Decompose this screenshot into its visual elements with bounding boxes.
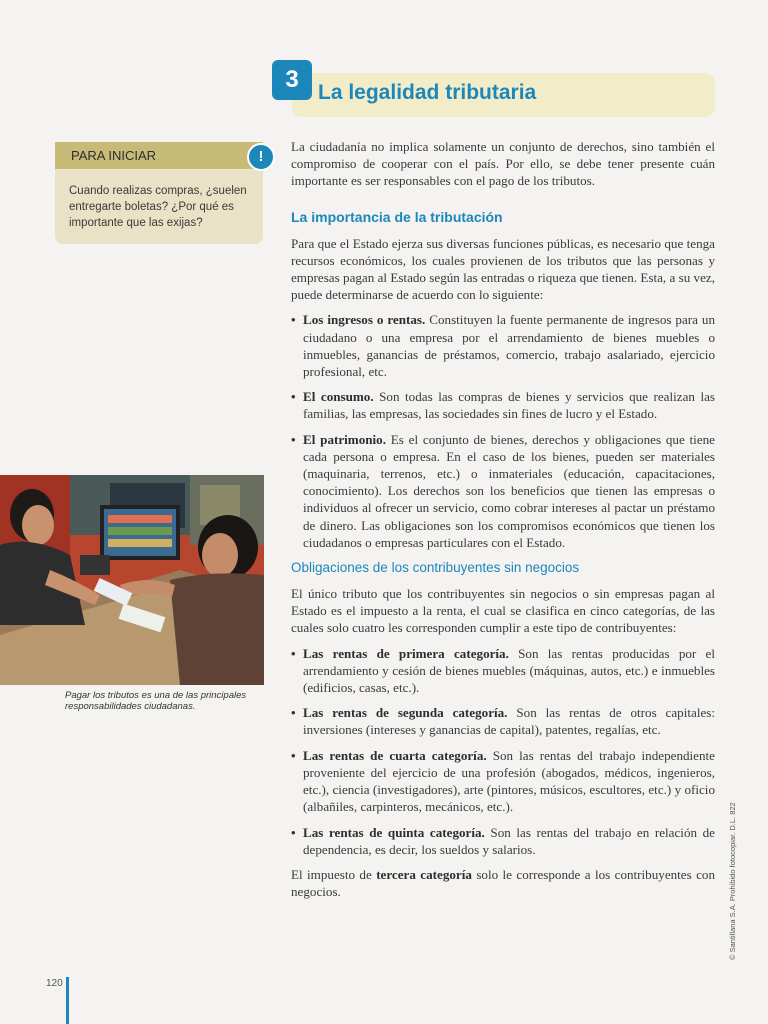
section1-paragraph: Para que el Estado ejerza sus diversas funciones públicas, es necesario que tenga recursos económicos, los cuales provienen de los tributos que las personas y empresas pagan al Estado según las entradas o riqueza que tienen. Esta, a su vez, puede determinarse de acuerdo con lo siguiente: xyxy=(291,235,715,303)
list-item xyxy=(291,311,715,380)
para-iniciar-header xyxy=(55,142,263,169)
list-item-text: Son todas las compras de bienes y servicios que realizan las familias, las empresas, las sociedades sin fines de lucro y el Estado. xyxy=(303,389,715,422)
chapter-number-badge: 3 xyxy=(272,60,312,100)
closing-post: solo le corresponde a los contribuyentes con negocios. xyxy=(291,866,716,900)
page-rule xyxy=(66,977,69,1024)
section-heading-obligaciones: Obligaciones de los contribuyentes sin negocios xyxy=(291,560,580,576)
list-item-text: Son las rentas producidas por el arrendamiento y cesión de bienes muebles (máquinas, autos, etc.) e inmuebles (edificios, casas, etc.). xyxy=(303,645,715,696)
list-item-term: Las rentas de quinta categoría. xyxy=(303,824,485,840)
copyright-notice: © Santillana S.A. Prohibido fotocopiar. D.L. 822 xyxy=(728,802,737,960)
list-item-text: Son las rentas de otros capitales: inversiones (intereses y ganancias de capital), patentes, regalías, etc. xyxy=(303,705,716,738)
photo-caption: Pagar los tributos es una de las principales responsabilidades ciudadanas. xyxy=(65,690,247,712)
citizens-paying-taxes-photo xyxy=(0,475,264,685)
list-item-term: Los ingresos o rentas. xyxy=(303,312,426,328)
list-item-text: Es el conjunto de bienes, derechos y obligaciones que tiene cada persona o empresa. En el caso de los bienes, pueden ser materiales (maquinaria, terrenos, etc.) o inmateriales (educación, capacitaciones, conocimiento). Los derechos son los beneficios que tienen las empresas o individuos al ofrecer un servicio, como cobrar intereses al pactar un préstamo de dinero. Las obligaciones son los compromisos económicos que tienen los ciudadanos o empresas particulares con el Estado. xyxy=(303,431,715,550)
intro-paragraph: La ciudadanía no implica solamente un conjunto de derechos, sino también el compromiso de cooperar con el país. Por ello, se debe tener presente cuán importante es ser responsables con el pago de los tributos. xyxy=(291,139,715,189)
list-item-term: Las rentas de primera categoría. xyxy=(303,645,509,661)
list-item-text: Constituyen la fuente permanente de ingresos para un ciudadano o una empresa por el arrendamiento de bienes muebles o inmuebles, ganancias de préstamos, comercio, trabajo asalariado, ejercicio profesional, etc. xyxy=(303,312,715,380)
page-number: 120 xyxy=(46,978,63,989)
list-item-term: Las rentas de cuarta categoría. xyxy=(303,747,487,763)
section2-list xyxy=(291,645,715,858)
section2-paragraph: El único tributo que los contribuyentes sin negocios o sin empresas pagan al Estado es el impuesto a la renta, el cual se clasifica en cinco categorías, de las cuales solo cuatro les corresponden cumplir a este tipo de contribuyentes: xyxy=(291,586,715,636)
list-item xyxy=(291,431,715,551)
closing-term: tercera categoría xyxy=(376,866,472,882)
list-item-text: Son las rentas del trabajo independiente proveniente del ejercicio de una profesión (abogados, médicos, ingenieros, etc.), ciencia (investigadores), arte (pintores, músicos, escultores, etc.) y oficio (albañiles, carpinteros, mecánicos, etc.). xyxy=(303,747,715,815)
closing-pre: El impuesto de xyxy=(291,866,377,882)
list-item-term: El consumo. xyxy=(303,389,374,405)
list-item xyxy=(291,747,715,816)
section-heading-importancia: La importancia de la tributación xyxy=(291,208,503,225)
list-item xyxy=(291,824,715,858)
list-item xyxy=(291,388,715,422)
para-iniciar-label: PARA INICIAR xyxy=(71,148,157,163)
main-text-column xyxy=(291,138,715,908)
list-item xyxy=(291,645,715,697)
list-item-term: El patrimonio. xyxy=(303,431,386,447)
exclamation-icon: ! xyxy=(247,143,275,171)
para-iniciar-box xyxy=(55,142,263,244)
section1-list xyxy=(291,311,715,551)
para-iniciar-question: Cuando realizas compras, ¿suelen entregarte boletas? ¿Por qué es importante que las exijas? xyxy=(69,185,247,229)
closing-paragraph xyxy=(291,866,715,900)
list-item-text: Son las rentas del trabajo en relación de dependencia, es decir, los sueldos y salarios. xyxy=(303,824,715,857)
list-item-term: Las rentas de segunda categoría. xyxy=(303,705,508,721)
list-item xyxy=(291,704,715,738)
chapter-title: La legalidad tributaria xyxy=(318,81,537,104)
